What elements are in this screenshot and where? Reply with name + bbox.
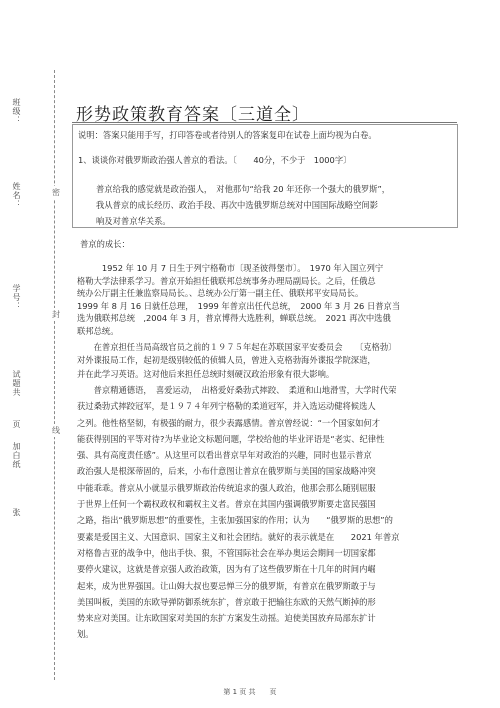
- kgb-paragraph: [77, 341, 396, 381]
- text-line: 强、具有高度责任感”。从这里可以看出普京早年对政治的兴趣，同时也显示普京: [77, 450, 372, 461]
- text-line: 在普京担任当局高级官员之前的１９７５年起在苏联国家平安委员会 〔克格勃〕: [77, 342, 397, 352]
- answer-line: 普京给我的感觉就是政治强人， 对他那句“给我 20 年还你一个强大的俄罗斯”，: [96, 184, 391, 194]
- section-heading: 普京的成长：: [80, 239, 130, 249]
- title-divider: [72, 122, 457, 123]
- student-id-label: 学号：: [12, 284, 21, 311]
- text-line: 联邦总统。: [77, 325, 119, 336]
- text-line: 对外谍报局工作，起初是级别较低的侦辑人员，曾进入克格勃海外谍报学院深造，: [77, 355, 376, 366]
- biography-paragraph: [77, 262, 400, 338]
- text-line: 获过桑勃式摔跤冠军，是１９７４年列宁格勒的柔道冠军，并入选运动健将候选人: [77, 401, 376, 412]
- text-line: 要停火建议，这就是普京强人政治政策，因为有了这些俄罗斯在十几年的时间内崛: [77, 564, 376, 575]
- class-label: 班级：: [12, 98, 21, 125]
- text-line: 1952 年 10 月 7 日生于列宁格勒市〔现圣彼得堡市〕。 1970 年入国立列宁: [77, 263, 384, 273]
- text-line: 中能乖乖。普京从小就显示俄罗斯政治传统追求的强人政治，他那会那么随别屈服: [77, 482, 376, 493]
- answer-line: 我从普京的成长经历、政治手段、再次中选俄罗斯总统对中国国际战略空间影: [96, 200, 379, 210]
- page-footer: 第 1 页 共 页: [223, 688, 277, 696]
- text-line: 之列。他性格坚韧，有极强的耐力，很少表露感情。普京曾经说：“一个国家如何才: [77, 417, 380, 428]
- exam-pages-label: 试题共: [12, 370, 21, 397]
- text-line: 于世界上任何一个霸权政权和霸权主义者。普京在其国内强调俄罗斯要走富民强国: [77, 499, 376, 510]
- name-label: 姓名：: [12, 182, 21, 209]
- blank-paper-label: 加白纸: [12, 442, 21, 469]
- text-line: 统办公厅副主任兼监察局局长。、总统办公厅第一副主任、俄联邦平安局局长。: [77, 288, 364, 299]
- seal-mark-feng: 封: [52, 310, 60, 319]
- page-title: 形势政策教育答案〔三道全〕: [76, 105, 310, 125]
- text-line: 之路，指出“俄罗斯思想”的重要性，主张加强国家的作用；认为 “俄罗斯的思想”的: [77, 515, 393, 526]
- character-paragraph: [77, 382, 399, 643]
- text-line: 普京精通德语， 喜爱运动， 出格爱好桑勃式摔跤、 柔道和山地滑雪，大学时代荣: [77, 385, 397, 395]
- binding-dashed-line: [54, 70, 55, 680]
- text-line: 格勒大学法律系学习。普京开始担任俄联邦总统事务办理局副局长。之后，任俄总: [77, 275, 376, 286]
- text-line: 1999 年 8 月 16 日就任总理， 1999 年普京出任代总统， 2000 年 3 月 26 日普京当: [77, 300, 401, 311]
- seal-mark-xian: 线: [52, 426, 60, 435]
- pages-unit-label: 页: [12, 420, 21, 429]
- text-line: 并在此学习英语。这对他后来担任总统时刻硬汉政治形象有很大影响。: [77, 368, 335, 379]
- text-line: 选为俄联邦总统 ,2004 年 3 月，普京博得大选胜利，蝉联总统。 2021 再次中选俄: [77, 313, 391, 324]
- text-line: 美国叫板，美国的东欧导弹防御系统东扩，普京敢于把输往东欧的天然气断掉的形: [77, 596, 376, 607]
- instructions-text: 说明：答案只能用手写，打印答卷或者待别人的答案复印在试卷上面均视为白卷。: [78, 130, 377, 140]
- text-line: 起来，成为世界强国。让山姆大叔也要忌惮三分的俄罗斯，有普京在俄罗斯敢于与: [77, 580, 376, 591]
- text-line: 对格鲁吉亚的战争中，他出手快、狠，不管国际社会在举办奥运会期间一切国家都: [77, 547, 376, 558]
- text-line: 划。: [77, 629, 94, 640]
- text-line: 势来应对美国。让东欧国家对美国的东扩方案发生动摇。迫使美国放弃局部东扩计: [77, 613, 376, 624]
- text-line: 能获得别国的平等对待?为毕业论文标题问题，学校给他的毕业评语是“老实、纪律性: [77, 433, 385, 444]
- answer-intro: [96, 181, 448, 229]
- question-text: 1、谈谈你对俄罗斯政治强人普京的看法。〔 40分，不少于 1000字〕: [78, 155, 352, 165]
- text-line: 政治强人是根深蒂固的，后来，小布什意图让普京在俄罗斯与美国的国家战略冲突: [77, 466, 376, 477]
- sheets-unit-label: 张: [12, 508, 21, 517]
- answer-line: 响及对普京华关系。: [96, 216, 171, 226]
- text-line: 要素是爱国主义、大国意识、国家主义和社会团结。就好的表示就是在 2021 年普京: [77, 531, 400, 542]
- seal-mark-mi: 密: [52, 188, 60, 197]
